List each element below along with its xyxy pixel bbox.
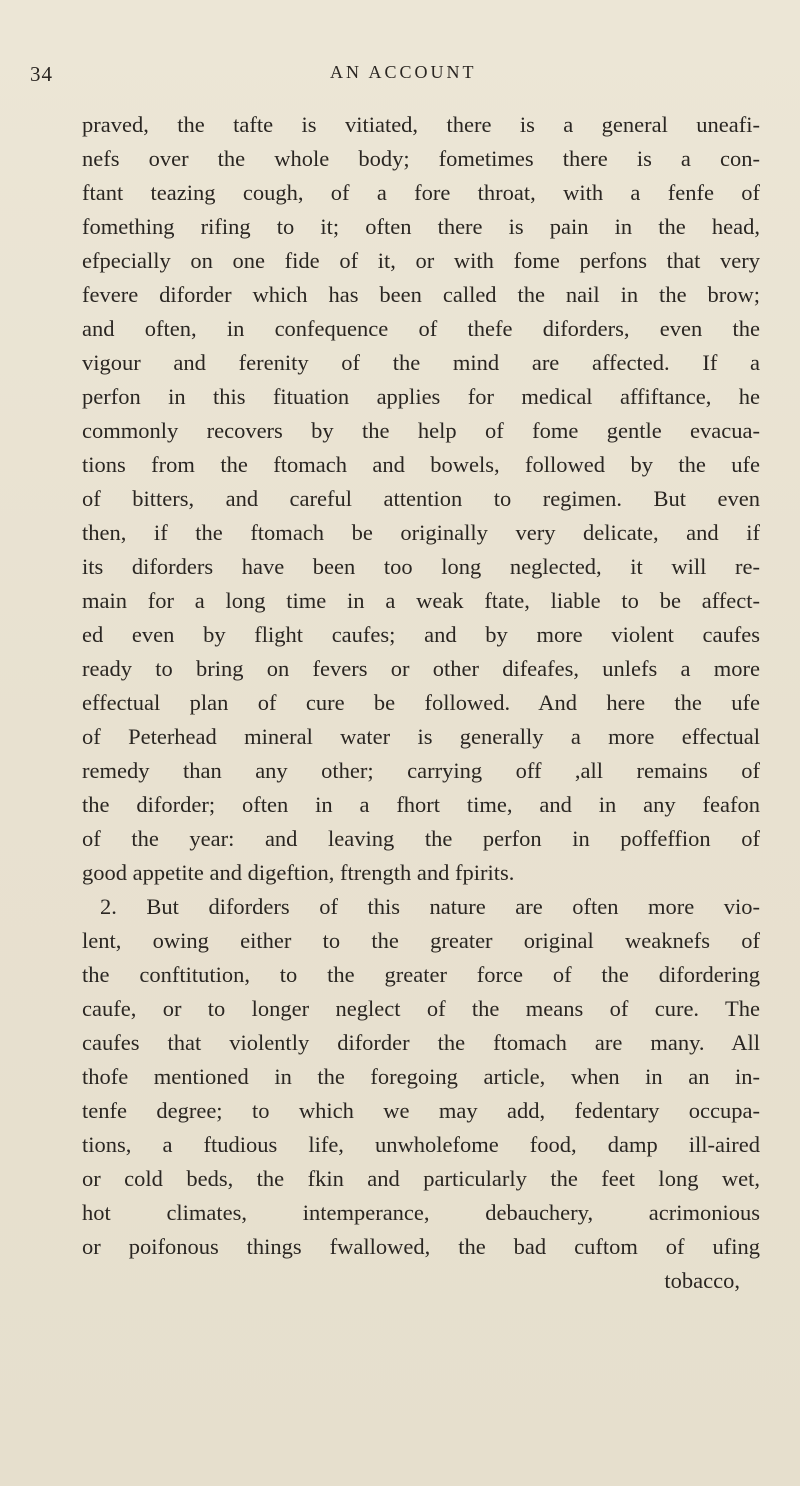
text-line: efpecially on one fide of it, or with fome perfons that very: [82, 248, 760, 273]
text-line: tions from the ftomach and bowels, followed by the ufe: [82, 452, 760, 477]
text-line: of the year: and leaving the perfon in poffeffion of: [82, 826, 760, 851]
text-line: lent, owing either to the greater original weaknefs of: [82, 928, 760, 953]
catchword: tobacco,: [664, 1268, 740, 1293]
text-line: praved, the tafte is vitiated, there is a general uneafi-: [82, 112, 760, 137]
text-line: of Peterhead mineral water is generally a more effectual: [82, 724, 760, 749]
body-text: [82, 108, 760, 1298]
text-line: or cold beds, the fkin and particularly the feet long wet,: [82, 1166, 760, 1191]
text-line: perfon in this fituation applies for medical affiftance, he: [82, 384, 760, 409]
text-line: of bitters, and careful attention to regimen. But even: [82, 486, 760, 511]
text-line: thofe mentioned in the foregoing article, when in an in-: [82, 1064, 760, 1089]
running-title: AN ACCOUNT: [330, 62, 477, 82]
text-line: 2. But diforders of this nature are often more vio-: [100, 894, 760, 919]
text-line: remedy than any other; carrying off ,all remains of: [82, 758, 760, 783]
text-line: or poifonous things fwallowed, the bad cuftom of ufing: [82, 1234, 760, 1259]
text-line: the conftitution, to the greater force of the difordering: [82, 962, 760, 987]
text-line: caufe, or to longer neglect of the means of cure. The: [82, 996, 760, 1021]
text-line: the diforder; often in a fhort time, and in any feafon: [82, 792, 760, 817]
text-line: vigour and ferenity of the mind are affected. If a: [82, 350, 760, 375]
text-line: effectual plan of cure be followed. And here the ufe: [82, 690, 760, 715]
text-line: and often, in confequence of thefe diforders, even the: [82, 316, 760, 341]
text-line: fevere diforder which has been called the nail in the brow;: [82, 282, 760, 307]
page-number: 34: [30, 62, 53, 86]
text-line: ed even by flight caufes; and by more violent caufes: [82, 622, 760, 647]
text-line: tions, a ftudious life, unwholefome food, damp ill-aired: [82, 1132, 760, 1157]
text-line: caufes that violently diforder the ftomach are many. All: [82, 1030, 760, 1055]
running-head: [30, 62, 770, 92]
text-line: commonly recovers by the help of fome gentle evacua-: [82, 418, 760, 443]
text-line: ready to bring on fevers or other difeafes, unlefs a more: [82, 656, 760, 681]
text-line: fomething rifing to it; often there is pain in the head,: [82, 214, 760, 239]
text-line: hot climates, intemperance, debauchery, acrimonious: [82, 1200, 760, 1225]
text-line: good appetite and digeftion, ftrength and fpirits.: [82, 860, 515, 885]
text-line: tenfe degree; to which we may add, fedentary occupa-: [82, 1098, 760, 1123]
text-line: main for a long time in a weak ftate, liable to be affect-: [82, 588, 760, 613]
text-line: then, if the ftomach be originally very delicate, and if: [82, 520, 760, 545]
text-line: ftant teazing cough, of a fore throat, with a fenfe of: [82, 180, 760, 205]
text-line: its diforders have been too long neglected, it will re-: [82, 554, 760, 579]
text-line: nefs over the whole body; fometimes there is a con-: [82, 146, 760, 171]
